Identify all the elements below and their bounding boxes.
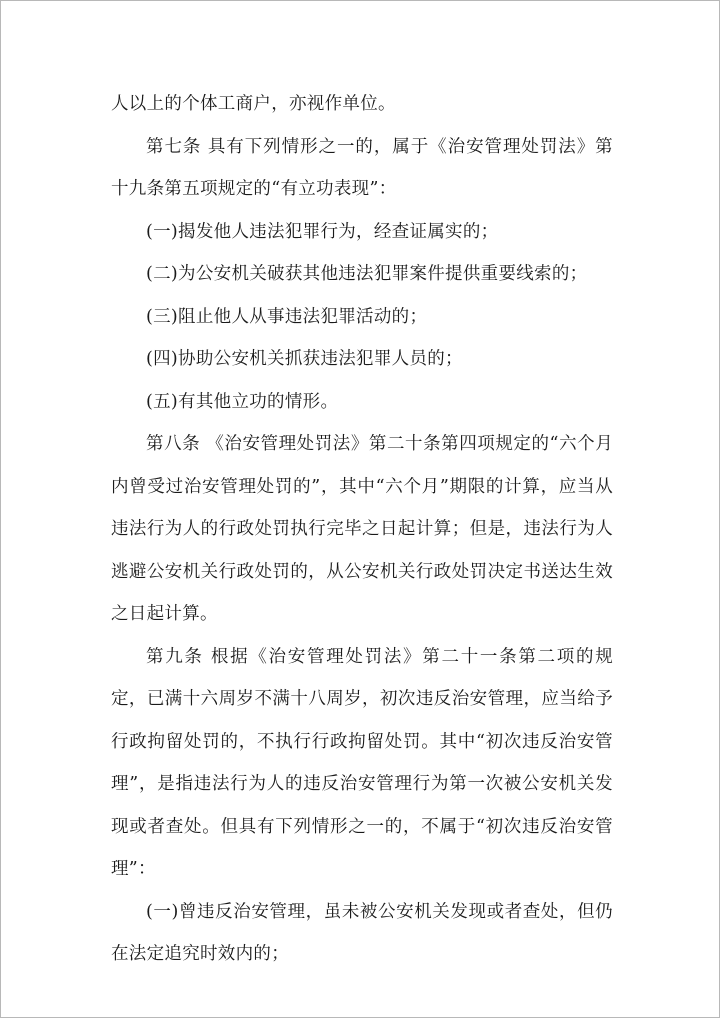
paragraph-article-9-item-1: (一)曾违反治安管理，虽未被公安机关发现或者查处，但仍在法定追究时效内的； [111, 901, 613, 964]
paragraph-article-7-item-5: (五)有其他立功的情形。 [146, 391, 339, 412]
paragraph-continuation: 人以上的个体工商户，亦视作单位。 [111, 94, 396, 114]
paragraph-article-8: 第八条 《治安管理处罚法》第二十条第四项规定的“六个月内曾受过治安管理处罚的”，其中“六个月”期限的计算，应当从违法行为人的行政处罚执行完毕之日起计算；但是，违法行为人逃避公安机关行政处罚的，从公安机关行政处罚决定书送达生效之日起计算。 [111, 434, 613, 624]
paragraph-article-7-item-1: (一)揭发他人违法犯罪行为，经查证属实的； [146, 221, 499, 242]
document-body [111, 83, 613, 976]
paragraph-article-7-item-2: (二)为公安机关破获其他违法犯罪案件提供重要线索的； [146, 264, 588, 284]
paragraph-article-7-item-4: (四)协助公安机关抓获违法犯罪人员的； [146, 349, 463, 369]
paragraph-article-9: 第九条 根据《治安管理处罚法》第二十一条第二项的规定，已满十六周岁不满十八周岁，初次违反治安管理，应当给予行政拘留处罚的，不执行行政拘留处罚。其中“初次违反治安管理”，是指违法行为人的违反治安管理行为第一次被公安机关发现或者查处。但具有下列情形之一的，不属于“初次违反治安管理”： [111, 646, 613, 879]
paragraph-article-7: 第七条 具有下列情形之一的，属于《治安管理处罚法》第十九条第五项规定的“有立功表现”： [111, 136, 613, 199]
paragraph-article-7-item-3: (三)阻止他人从事违法犯罪活动的； [146, 306, 428, 327]
